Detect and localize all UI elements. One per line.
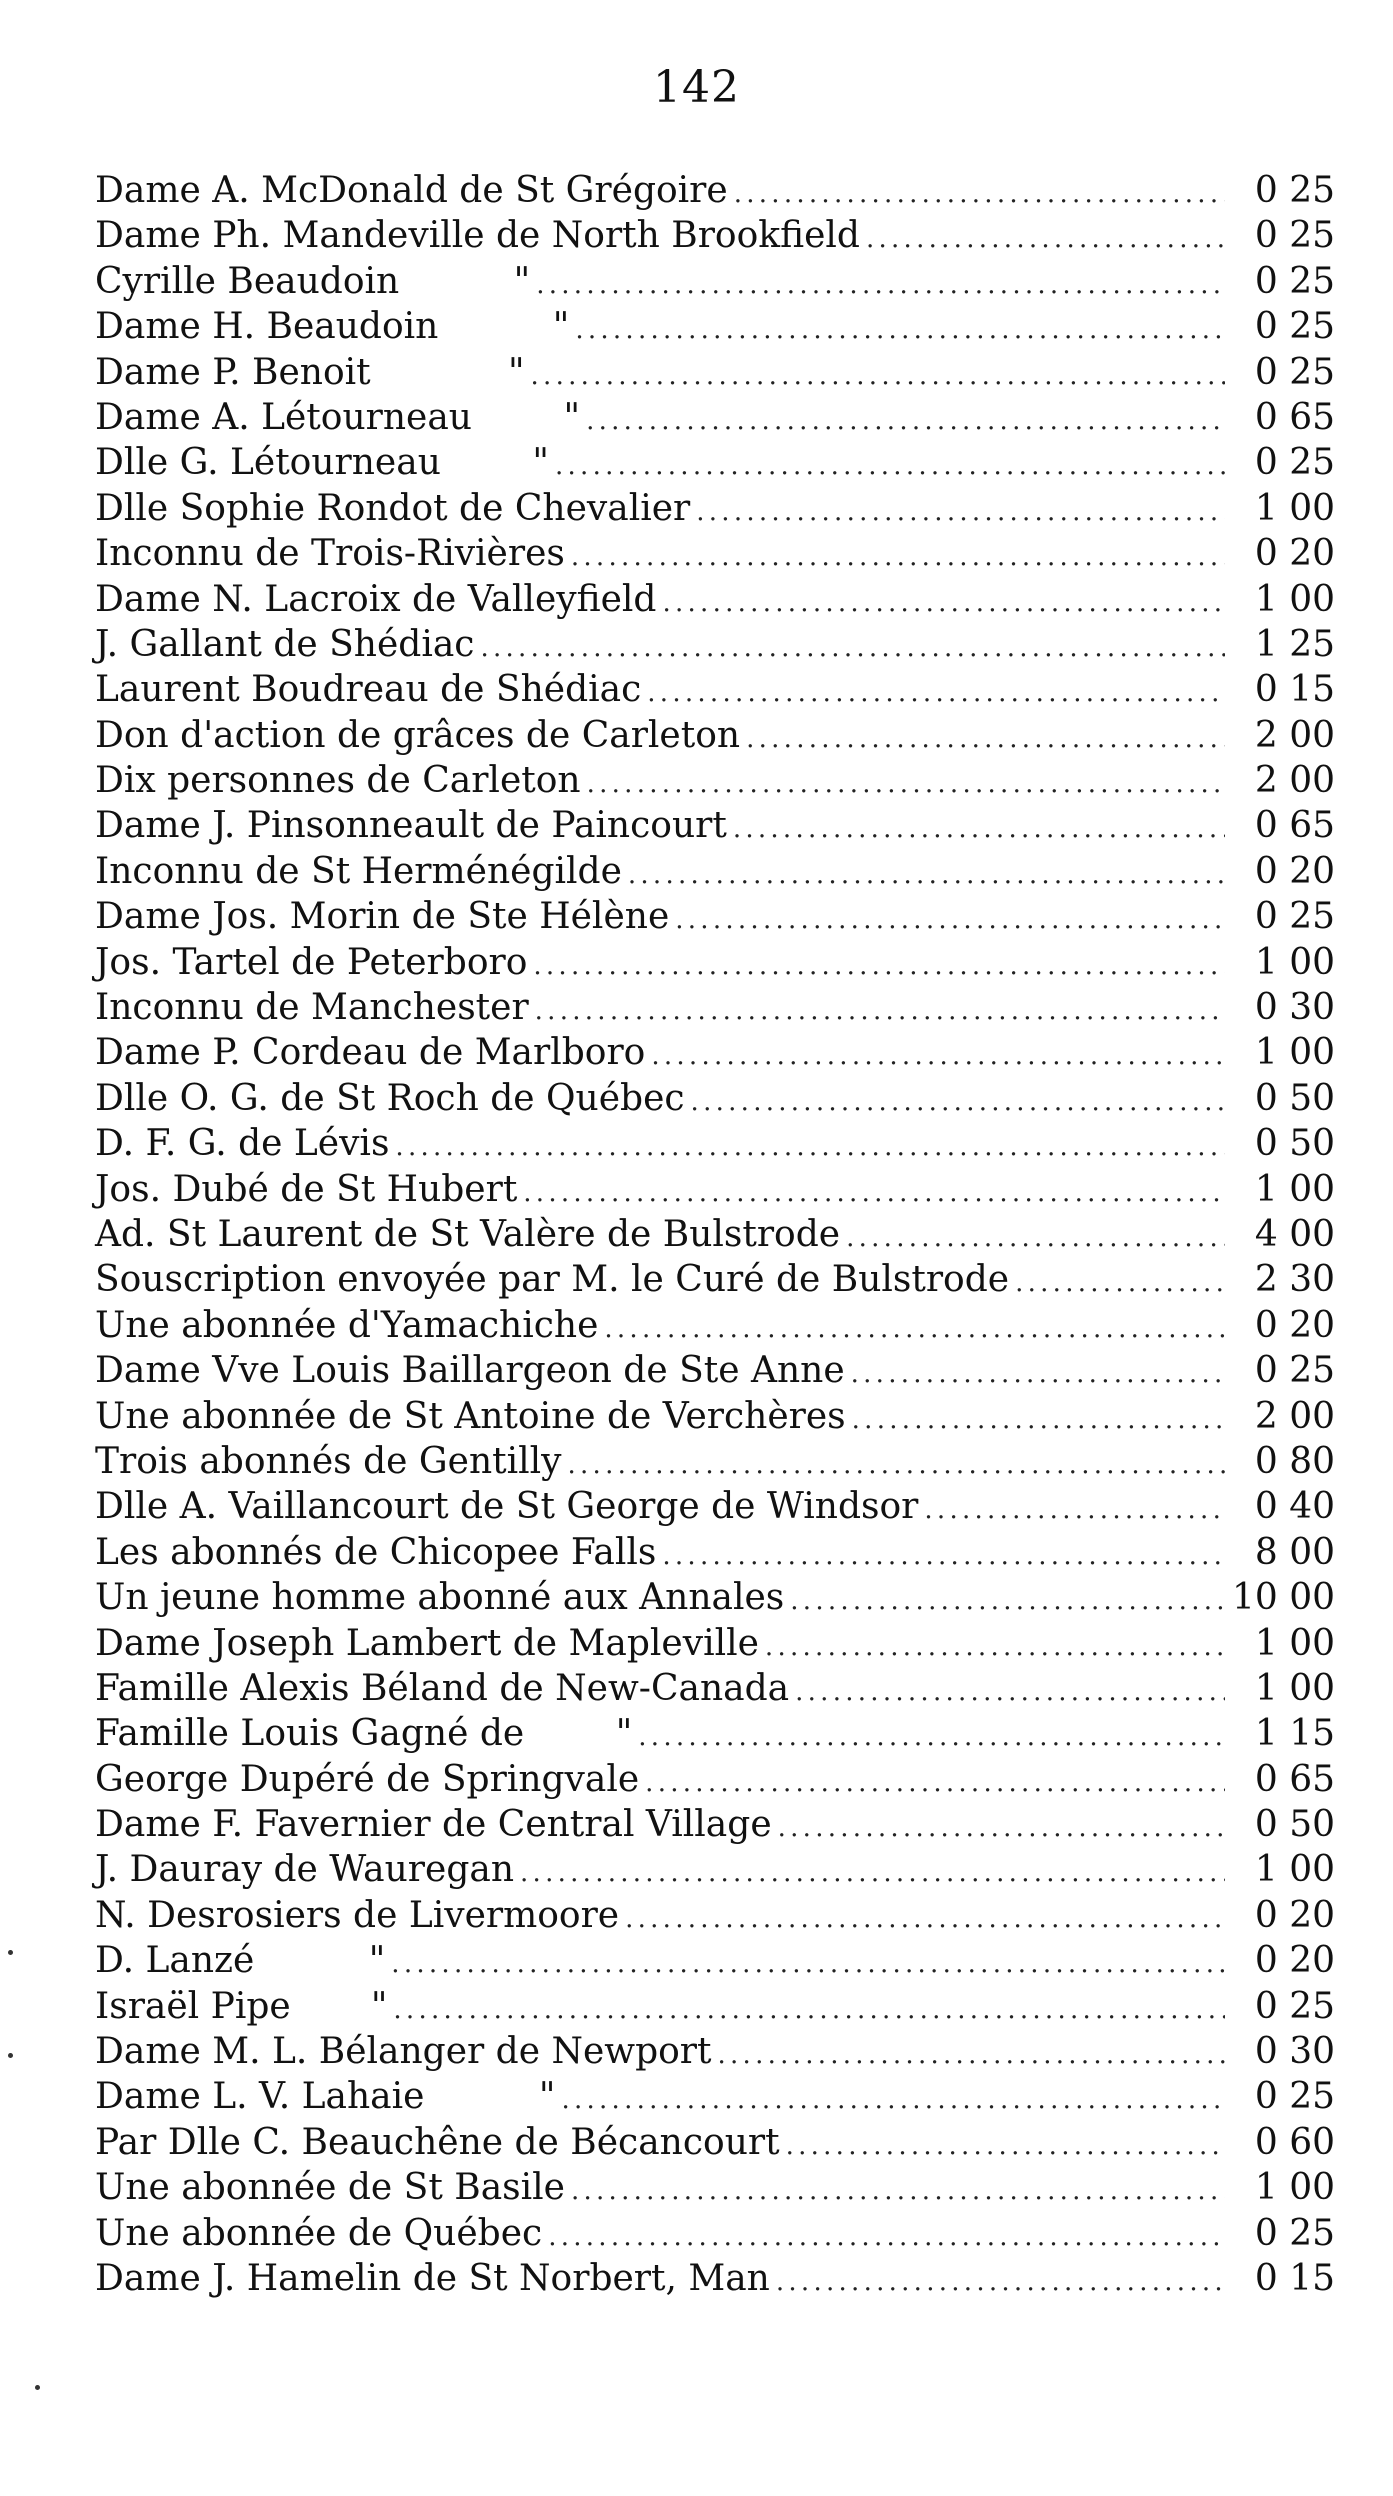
donor-name: Cyrille Beaudoin " [95,260,531,302]
donor-name: Souscription envoyée par M. le Curé de Bulstrode [95,1259,1010,1301]
dot-leader [851,1348,1225,1397]
list-item [95,1575,1335,1620]
donation-amount: 0 60 [1254,2121,1335,2163]
donor-name: Dame Jos. Morin de Ste Hélène [95,896,670,938]
list-item [95,2074,1335,2119]
donor-name: Laurent Boudreau de Shédiac [95,669,642,711]
donation-amount: 0 50 [1254,1123,1335,1165]
list-item [95,1303,1335,1348]
donor-name: Dame Joseph Lambert de Mapleville [95,1622,759,1664]
donation-amount: 2 00 [1254,714,1335,756]
list-item [95,1121,1335,1166]
donor-name: Jos. Tartel de Peterboro [95,941,528,983]
list-item [95,2029,1335,2074]
list-item [95,1394,1335,1439]
list-item [95,713,1335,758]
donor-name: Dame M. L. Bélanger de Newport [95,2031,712,2073]
dot-leader [733,803,1225,852]
dot-leader [555,440,1225,489]
donation-amount: 0 25 [1254,351,1335,393]
dot-leader [604,1303,1225,1352]
list-item [95,1666,1335,1711]
dot-leader [846,1212,1225,1261]
dot-leader [924,1484,1225,1533]
donor-name: Dlle G. Létourneau " [95,442,549,484]
donation-amount: 0 25 [1254,1350,1335,1392]
donor-name: Dix personnes de Carleton [95,760,581,802]
dot-leader [587,758,1225,807]
list-item [95,758,1335,803]
list-item [95,2256,1335,2301]
donation-list [95,168,1335,2301]
list-item [95,985,1335,1030]
donation-amount: 0 65 [1254,805,1335,847]
donation-amount: 1 15 [1254,1713,1335,1755]
donor-name: J. Gallant de Shédiac [95,623,475,665]
donation-amount: 0 25 [1254,896,1335,938]
list-item [95,213,1335,258]
donor-name: Une abonnée d'Yamachiche [95,1304,599,1346]
dot-leader [575,304,1225,353]
list-item [95,2120,1335,2165]
donation-amount: 0 20 [1254,1940,1335,1982]
dot-leader [571,531,1225,580]
dot-leader [586,395,1225,444]
donor-name: Une abonnée de St Basile [95,2167,565,2209]
dot-leader [533,940,1225,989]
dot-leader [647,667,1225,716]
donor-name: Dame A. Létourneau " [95,396,581,438]
donation-amount: 0 20 [1254,1894,1335,1936]
dot-leader [561,2074,1225,2123]
donor-name: Famille Louis Gagné de " [95,1713,633,1755]
donation-amount: 1 00 [1254,1622,1335,1664]
list-item [95,1938,1335,1983]
list-item [95,940,1335,985]
list-item [95,1893,1335,1938]
list-item [95,486,1335,531]
dot-leader [675,894,1225,943]
list-item [95,1076,1335,1121]
donation-amount: 0 25 [1254,215,1335,257]
list-item [95,1167,1335,1212]
dot-leader [395,1121,1225,1170]
donation-amount: 0 65 [1254,1758,1335,1800]
donor-name: Les abonnés de Chicopee Falls [95,1531,657,1573]
donation-amount: 0 80 [1254,1440,1335,1482]
donation-amount: 0 25 [1254,2212,1335,2254]
donation-amount: 0 65 [1254,396,1335,438]
list-item [95,667,1335,712]
dot-leader [734,168,1225,217]
donor-name: Israël Pipe " [95,1985,388,2027]
dot-leader [795,1666,1225,1715]
margin-speck [8,2053,13,2058]
donor-name: N. Desrosiers de Livermoore [95,1894,620,1936]
list-item [95,350,1335,395]
donation-amount: 1 00 [1254,941,1335,983]
donation-amount: 1 00 [1254,1667,1335,1709]
donation-amount: 1 00 [1254,1032,1335,1074]
dot-leader [625,1893,1225,1942]
donor-name: Un jeune homme abonné aux Annales [95,1577,785,1619]
donation-amount: 0 25 [1254,170,1335,211]
dot-leader [1015,1257,1225,1306]
donation-amount: 0 30 [1254,2031,1335,2073]
donor-name: George Dupéré de Springvale [95,1758,640,1800]
list-item [95,1439,1335,1484]
list-item [95,1348,1335,1393]
list-item [95,803,1335,848]
donation-amount: 8 00 [1254,1531,1335,1573]
list-item [95,1621,1335,1666]
donation-amount: 0 25 [1254,442,1335,484]
dot-leader [628,849,1225,898]
donor-name: D. Lanzé " [95,1940,386,1982]
donation-amount: 0 20 [1254,1304,1335,1346]
dot-leader [520,1847,1225,1896]
list-item [95,2165,1335,2210]
donation-amount: 1 00 [1254,487,1335,529]
dot-leader [638,1711,1225,1760]
donor-name: Ad. St Laurent de St Valère de Bulstrode [95,1213,841,1255]
list-item [95,1212,1335,1257]
list-item [95,1984,1335,2029]
donor-name: Inconnu de Trois-Rivières [95,533,565,575]
dot-leader [691,1076,1225,1125]
dot-leader [776,2256,1225,2305]
dot-leader [391,1938,1225,1987]
dot-leader [662,1530,1225,1579]
list-item [95,304,1335,349]
dot-leader [765,1621,1225,1670]
donation-amount: 0 30 [1254,987,1335,1029]
donation-amount: 0 20 [1254,850,1335,892]
dot-leader [790,1575,1225,1624]
donor-name: J. Dauray de Wauregan [95,1849,515,1891]
list-item [95,577,1335,622]
donation-amount: 2 00 [1254,760,1335,802]
donation-amount: 0 40 [1254,1486,1335,1528]
donor-name: Dame N. Lacroix de Valleyfield [95,578,657,620]
dot-leader [548,2211,1225,2260]
dot-leader [662,577,1225,626]
donor-name: Dame Ph. Mandeville de North Brookfield [95,215,860,257]
donor-name: Une abonnée de Québec [95,2212,543,2254]
donation-amount: 1 00 [1254,578,1335,620]
donation-amount: 0 25 [1254,260,1335,302]
donor-name: Jos. Dubé de St Hubert [95,1168,518,1210]
donation-amount: 0 25 [1254,2076,1335,2118]
dot-leader [651,1030,1225,1079]
donor-name: Dame P. Benoit " [95,351,525,393]
list-item [95,1711,1335,1756]
donor-name: D. F. G. de Lévis [95,1123,390,1165]
donation-amount: 0 25 [1254,1985,1335,2027]
donor-name: Une abonnée de St Antoine de Verchères [95,1395,846,1437]
donor-name: Dame J. Pinsonneault de Paincourt [95,805,727,847]
donation-amount: 10 00 [1231,1577,1335,1619]
dot-leader [645,1757,1225,1806]
dot-leader [480,622,1225,671]
donor-name: Inconnu de St Herménégilde [95,850,622,892]
dot-leader [696,486,1225,535]
list-item [95,168,1335,213]
donor-name: Dlle Sophie Rondot de Chevalier [95,487,691,529]
dot-leader [535,985,1225,1034]
list-item [95,894,1335,939]
list-item [95,395,1335,440]
dot-leader [717,2029,1225,2078]
donation-amount: 1 25 [1254,623,1335,665]
donor-name: Dame F. Favernier de Central Village [95,1804,772,1846]
list-item [95,1847,1335,1892]
donor-name: Dame L. V. Lahaie " [95,2076,556,2118]
dot-leader [536,259,1225,308]
donation-amount: 2 00 [1254,1395,1335,1437]
donor-name: Dame H. Beaudoin " [95,306,570,348]
list-item [95,259,1335,304]
donation-amount: 4 00 [1254,1213,1335,1255]
donor-name: Dame J. Hamelin de St Norbert, Man [95,2257,770,2299]
dot-leader [866,213,1225,262]
dot-leader [571,2165,1225,2214]
donation-amount: 0 15 [1254,669,1335,711]
list-item [95,1530,1335,1575]
page-number: 142 [653,62,740,113]
list-item [95,1802,1335,1847]
dot-leader [568,1439,1226,1488]
donation-amount: 1 00 [1254,1849,1335,1891]
donation-amount: 0 20 [1254,533,1335,575]
margin-speck [35,2385,40,2390]
list-item [95,1030,1335,1075]
list-item [95,1257,1335,1302]
donor-name: Dlle O. G. de St Roch de Québec [95,1077,685,1119]
list-item [95,849,1335,894]
donation-amount: 2 30 [1254,1259,1335,1301]
donor-name: Inconnu de Manchester [95,987,529,1029]
donor-name: Dame P. Cordeau de Marlboro [95,1032,646,1074]
dot-leader [786,2120,1225,2169]
list-item [95,1757,1335,1802]
margin-speck [8,1950,13,1955]
donor-name: Par Dlle C. Beauchêne de Bécancourt [95,2121,780,2163]
donor-name: Don d'action de grâces de Carleton [95,714,741,756]
list-item [95,1484,1335,1529]
donor-name: Dlle A. Vaillancourt de St George de Windsor [95,1486,919,1528]
donor-name: Dame Vve Louis Baillargeon de Ste Anne [95,1350,845,1392]
donation-amount: 1 00 [1254,2167,1335,2209]
dot-leader [523,1167,1225,1216]
dot-leader [531,350,1225,399]
donor-name: Famille Alexis Béland de New-Canada [95,1667,790,1709]
donation-amount: 1 00 [1254,1168,1335,1210]
list-item [95,440,1335,485]
list-item [95,2211,1335,2256]
dot-leader [393,1984,1225,2033]
donor-name: Dame A. McDonald de St Grégoire [95,170,728,211]
donation-amount: 0 25 [1254,306,1335,348]
donation-amount: 0 50 [1254,1804,1335,1846]
dot-leader [852,1394,1225,1443]
list-item [95,622,1335,667]
dot-leader [746,713,1225,762]
dot-leader [778,1802,1225,1851]
list-item [95,531,1335,576]
donor-name: Trois abonnés de Gentilly [95,1440,562,1482]
donation-amount: 0 50 [1254,1077,1335,1119]
donation-amount: 0 15 [1254,2257,1335,2299]
